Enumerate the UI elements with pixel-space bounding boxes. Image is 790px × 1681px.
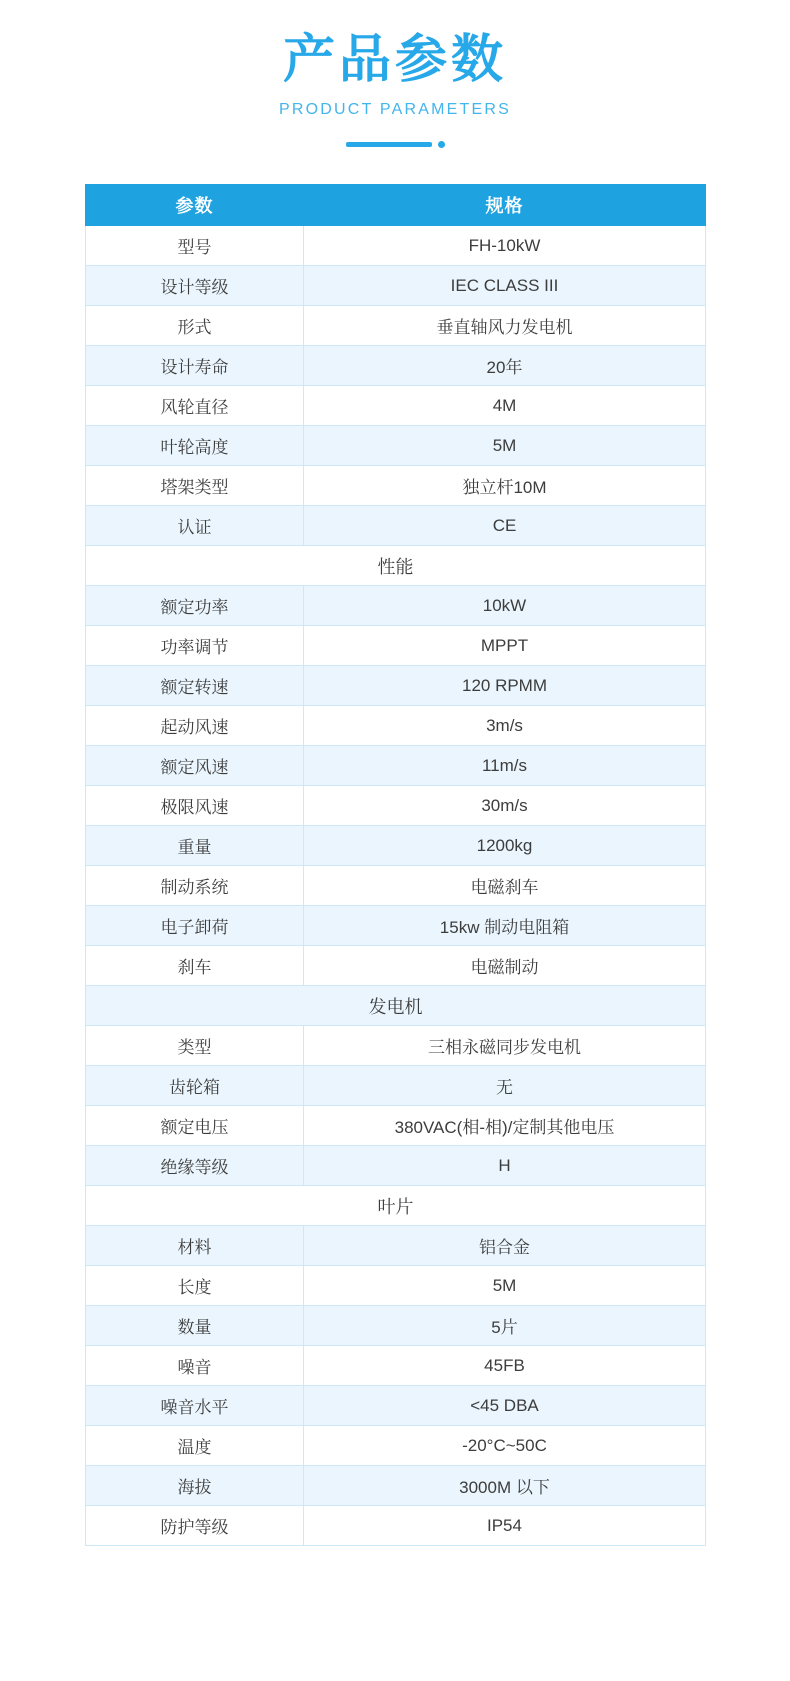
column-header-spec: 规格 [304,185,706,226]
parameters-table-wrapper [85,184,705,1546]
table-header-row [86,185,706,226]
table-row [86,1346,706,1386]
cell-spec: 电磁刹车 [304,866,706,906]
cell-spec: 30m/s [304,786,706,826]
table-row [86,1306,706,1346]
cell-param: 设计寿命 [86,346,304,386]
cell-spec: 4M [304,386,706,426]
table-row [86,306,706,346]
section-label: 性能 [86,546,706,586]
table-row [86,1026,706,1066]
table-section-row [86,986,706,1026]
table-body [86,226,706,1546]
divider-dot [438,141,445,148]
cell-param: 塔架类型 [86,466,304,506]
cell-param: 形式 [86,306,304,346]
cell-spec: MPPT [304,626,706,666]
table-row [86,1386,706,1426]
table-row [86,826,706,866]
page-title: 产品参数 [282,31,507,89]
cell-spec: 5M [304,1266,706,1306]
cell-param: 温度 [86,1426,304,1466]
section-label: 叶片 [86,1186,706,1226]
table-row [86,906,706,946]
cell-spec: 380VAC(相-相)/定制其他电压 [304,1106,706,1146]
cell-spec: 10kW [304,586,706,626]
cell-param: 材料 [86,1226,304,1266]
cell-spec: 铝合金 [304,1226,706,1266]
cell-param: 制动系统 [86,866,304,906]
cell-param: 额定风速 [86,746,304,786]
cell-param: 起动风速 [86,706,304,746]
cell-spec: 电磁制动 [304,946,706,986]
table-row [86,1106,706,1146]
cell-spec: FH-10kW [304,226,706,266]
cell-param: 绝缘等级 [86,1146,304,1186]
table-row [86,386,706,426]
cell-param: 齿轮箱 [86,1066,304,1106]
cell-spec: <45 DBA [304,1386,706,1426]
cell-spec: 15kw 制动电阻箱 [304,906,706,946]
parameters-table [85,184,706,1546]
cell-param: 海拔 [86,1466,304,1506]
table-row [86,1226,706,1266]
page-header [0,0,790,148]
cell-param: 型号 [86,226,304,266]
cell-param: 叶轮高度 [86,426,304,466]
cell-spec: 三相永磁同步发电机 [304,1026,706,1066]
cell-spec: 3m/s [304,706,706,746]
table-section-row [86,1186,706,1226]
table-row [86,426,706,466]
cell-param: 类型 [86,1026,304,1066]
cell-spec: 1200kg [304,826,706,866]
table-row [86,626,706,666]
cell-spec: 3000M 以下 [304,1466,706,1506]
cell-param: 额定转速 [86,666,304,706]
cell-param: 长度 [86,1266,304,1306]
cell-spec: -20°C~50C [304,1426,706,1466]
page-subtitle: PRODUCT PARAMETERS [279,101,511,118]
cell-spec: IEC CLASS III [304,266,706,306]
cell-spec: 20年 [304,346,706,386]
cell-param: 设计等级 [86,266,304,306]
cell-spec: 5M [304,426,706,466]
table-row [86,1506,706,1546]
table-row [86,1266,706,1306]
cell-param: 数量 [86,1306,304,1346]
cell-spec: 5片 [304,1306,706,1346]
cell-param: 额定电压 [86,1106,304,1146]
table-row [86,1426,706,1466]
table-row [86,786,706,826]
cell-spec: 无 [304,1066,706,1106]
table-row [86,586,706,626]
cell-spec: 120 RPMM [304,666,706,706]
cell-spec: H [304,1146,706,1186]
table-row [86,466,706,506]
cell-spec: 45FB [304,1346,706,1386]
cell-param: 电子卸荷 [86,906,304,946]
cell-spec: 垂直轴风力发电机 [304,306,706,346]
table-row [86,346,706,386]
divider-bar [346,142,432,147]
table-row [86,1146,706,1186]
table-header [86,185,706,226]
table-row [86,666,706,706]
table-section-row [86,546,706,586]
cell-param: 噪音 [86,1346,304,1386]
table-row [86,1466,706,1506]
cell-param: 风轮直径 [86,386,304,426]
column-header-param: 参数 [86,185,304,226]
table-row [86,946,706,986]
table-row [86,706,706,746]
cell-param: 额定功率 [86,586,304,626]
table-row [86,1066,706,1106]
cell-spec: IP54 [304,1506,706,1546]
cell-param: 噪音水平 [86,1386,304,1426]
cell-param: 认证 [86,506,304,546]
section-label: 发电机 [86,986,706,1026]
cell-spec: 独立杆10M [304,466,706,506]
table-row [86,266,706,306]
cell-param: 防护等级 [86,1506,304,1546]
cell-param: 功率调节 [86,626,304,666]
cell-spec: CE [304,506,706,546]
table-row [86,746,706,786]
cell-param: 刹车 [86,946,304,986]
title-divider [0,141,790,148]
cell-param: 重量 [86,826,304,866]
cell-spec: 11m/s [304,746,706,786]
table-row [86,866,706,906]
table-row [86,226,706,266]
cell-param: 极限风速 [86,786,304,826]
table-row [86,506,706,546]
